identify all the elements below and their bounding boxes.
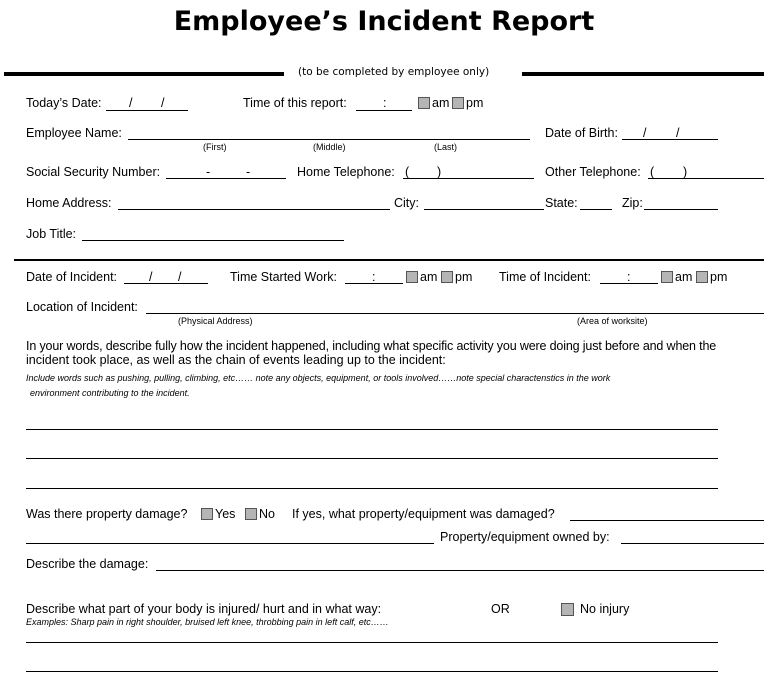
report-am-checkbox[interactable]: am xyxy=(418,96,449,110)
checkbox-icon xyxy=(406,271,418,283)
description-line[interactable] xyxy=(26,458,718,459)
city-label: City: xyxy=(394,196,419,210)
home-phone-label: Home Telephone: xyxy=(297,165,395,179)
employee-name-label: Employee Name: xyxy=(26,126,122,140)
damage-no-checkbox[interactable]: No xyxy=(245,507,275,521)
describe-instructions-2: incident took place, as well as the chain of events leading up to the incident: xyxy=(26,353,446,367)
incident-pm-checkbox[interactable]: pm xyxy=(696,270,727,284)
location-field[interactable] xyxy=(146,313,764,314)
dob-label: Date of Birth: xyxy=(545,126,618,140)
incident-date-field[interactable] xyxy=(124,283,208,284)
what-damaged-label: If yes, what property/equipment was damaged? xyxy=(292,507,555,521)
time-incident-label: Time of Incident: xyxy=(499,270,591,284)
todays-date-slash-2: / xyxy=(161,96,165,110)
time-colon: : xyxy=(383,96,387,110)
home-phone-paren-open: ( xyxy=(405,165,410,179)
or-label: OR xyxy=(491,602,510,616)
page-title: Employee’s Incident Report xyxy=(173,6,595,37)
other-phone-paren-open: ( xyxy=(650,165,655,179)
damaged-property-field[interactable] xyxy=(26,543,434,544)
describe-damage-field[interactable] xyxy=(156,570,764,571)
other-phone-field[interactable] xyxy=(648,178,764,179)
dob-slash-2: / xyxy=(676,126,680,140)
home-phone-field[interactable] xyxy=(403,178,534,179)
job-title-label: Job Title: xyxy=(26,227,77,241)
started-am-checkbox[interactable]: am xyxy=(406,270,437,284)
what-damaged-field[interactable] xyxy=(570,520,764,521)
home-address-label: Home Address: xyxy=(26,196,112,210)
middle-name-caption: (Middle) xyxy=(313,142,346,152)
physical-address-caption: (Physical Address) xyxy=(178,316,253,326)
injury-examples: Examples: Sharp pain in right shoulder, bruised left knee, throbbing pain in left calf, etc…… xyxy=(26,617,389,627)
state-label: State: xyxy=(545,196,578,210)
description-line[interactable] xyxy=(26,488,718,489)
time-of-report-label: Time of this report: xyxy=(243,96,347,110)
ssn-field[interactable] xyxy=(166,178,286,179)
ssn-dash-1: - xyxy=(206,165,211,179)
time-of-report-field[interactable] xyxy=(356,110,412,111)
state-field[interactable] xyxy=(580,209,612,210)
ssn-dash-2: - xyxy=(246,165,251,179)
time-incident-colon: : xyxy=(627,270,631,284)
checkbox-icon xyxy=(418,97,430,109)
checkbox-icon xyxy=(696,271,708,283)
owned-by-label: Property/equipment owned by: xyxy=(440,530,610,544)
page-subtitle: (to be completed by employee only) xyxy=(298,66,490,78)
last-name-caption: (Last) xyxy=(434,142,458,152)
checkbox-icon xyxy=(661,271,673,283)
zip-field[interactable] xyxy=(644,209,718,210)
section-divider xyxy=(14,259,764,261)
describe-instructions-1: In your words, describe fully how the incident happened, including what specific activity you were doing just before and when the xyxy=(26,339,717,353)
checkbox-icon xyxy=(201,508,213,520)
todays-date-label: Today’s Date: xyxy=(26,96,102,110)
incident-date-label: Date of Incident: xyxy=(26,270,118,284)
first-name-caption: (First) xyxy=(203,142,227,152)
other-phone-paren-close: ) xyxy=(683,165,688,179)
header-rule-right xyxy=(522,72,764,76)
checkbox-icon xyxy=(441,271,453,283)
time-started-label: Time Started Work: xyxy=(230,270,337,284)
location-label: Location of Incident: xyxy=(26,300,138,314)
home-address-field[interactable] xyxy=(118,209,390,210)
checkbox-icon xyxy=(452,97,464,109)
no-injury-checkbox[interactable]: No injury xyxy=(561,602,629,616)
other-phone-label: Other Telephone: xyxy=(545,165,641,179)
injury-line[interactable] xyxy=(26,642,718,643)
checkbox-icon xyxy=(561,603,574,616)
home-phone-paren-close: ) xyxy=(437,165,442,179)
job-title-field[interactable] xyxy=(82,240,344,241)
zip-label: Zip: xyxy=(622,196,643,210)
header-rule-left xyxy=(4,72,284,76)
incident-am-checkbox[interactable]: am xyxy=(661,270,692,284)
checkbox-icon xyxy=(245,508,257,520)
owned-by-field[interactable] xyxy=(621,543,764,544)
time-started-colon: : xyxy=(372,270,376,284)
property-damage-question: Was there property damage? xyxy=(26,507,188,521)
describe-damage-label: Describe the damage: xyxy=(26,557,149,571)
incident-date-slash-1: / xyxy=(149,270,153,284)
employee-name-field[interactable] xyxy=(128,139,530,140)
injury-question: Describe what part of your body is injured/ hurt and in what way: xyxy=(26,602,382,616)
todays-date-field[interactable] xyxy=(106,110,188,111)
description-line[interactable] xyxy=(26,429,718,430)
todays-date-slash-1: / xyxy=(129,96,133,110)
city-field[interactable] xyxy=(424,209,544,210)
injury-line[interactable] xyxy=(26,671,718,672)
report-pm-checkbox[interactable]: pm xyxy=(452,96,483,110)
describe-note-1: Include words such as pushing, pulling, climbing, etc…… note any objects, equipment, or tools involved……note special charactenstics in the work xyxy=(26,373,611,383)
area-worksite-caption: (Area of worksite) xyxy=(577,316,648,326)
dob-field[interactable] xyxy=(622,139,718,140)
describe-note-2: environment contributing to the incident. xyxy=(30,388,190,398)
incident-date-slash-2: / xyxy=(178,270,182,284)
dob-slash-1: / xyxy=(643,126,647,140)
started-pm-checkbox[interactable]: pm xyxy=(441,270,472,284)
ssn-label: Social Security Number: xyxy=(26,165,161,179)
damage-yes-checkbox[interactable]: Yes xyxy=(201,507,235,521)
